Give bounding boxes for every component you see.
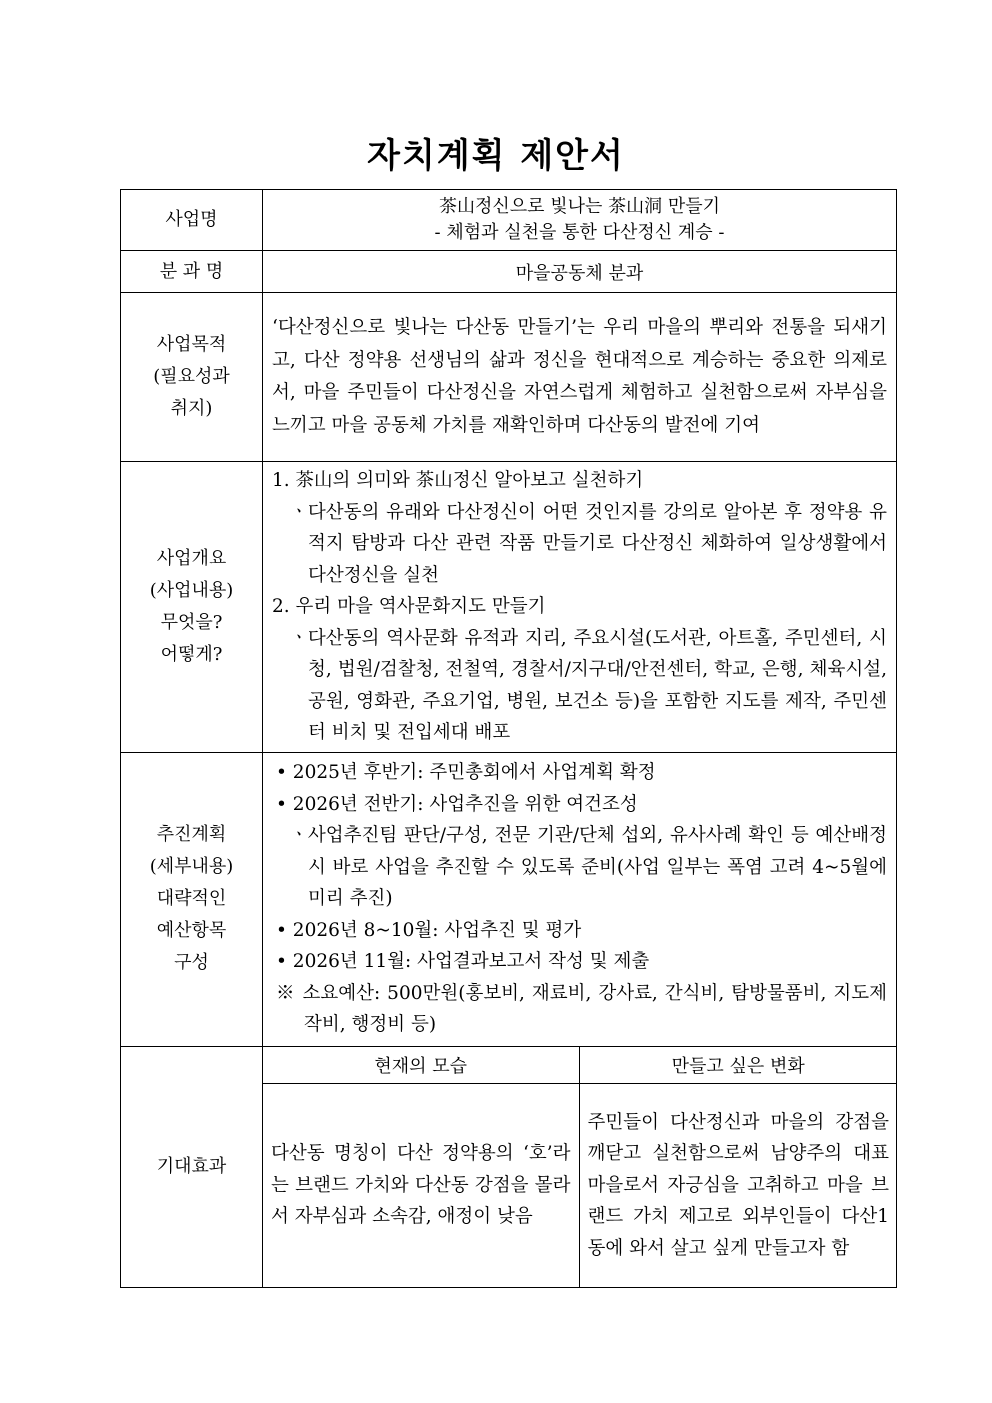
label-line: 구성 bbox=[174, 952, 209, 973]
label-effect: 기대효과 bbox=[121, 1046, 263, 1287]
effect-change bbox=[579, 1084, 897, 1287]
label-plan bbox=[121, 752, 263, 1046]
label-line: 예산항목 bbox=[156, 920, 227, 941]
overview-item-2: 2. 우리 마을 역사문화지도 만들기 bbox=[272, 596, 546, 617]
plan-bullet: • 2026년 11월: 사업결과보고서 작성 및 제출 bbox=[276, 951, 650, 973]
value-division: 마을공동체 분과 bbox=[263, 251, 897, 293]
value-project-name bbox=[263, 190, 897, 251]
value-purpose bbox=[263, 293, 897, 462]
label-line: 대략적인 bbox=[156, 888, 227, 909]
row-project-name bbox=[121, 190, 897, 251]
overview-item-1: 1. 茶山의 의미와 茶山정신 알아보고 실천하기 bbox=[272, 470, 644, 491]
label-line: 사업개요 bbox=[156, 547, 227, 569]
value-overview bbox=[263, 462, 897, 753]
project-name-line1: 茶山정신으로 빛나는 茶山洞 만들기 bbox=[438, 196, 721, 217]
effect-current bbox=[263, 1084, 579, 1287]
effect-current-text: 다산동 명칭이 다산 정약용의 ‘호’라는 브랜드 가치와 다산동 강점을 몰라서 자부심과 소속감, 애정이 낮음 bbox=[271, 1143, 571, 1227]
value-effect bbox=[263, 1046, 897, 1287]
plan-budget: ※ 소요예산: 500만원(홍보비, 재료비, 강사료, 간식비, 탐방물품비, 지도제작비, 행정비 등) bbox=[276, 982, 887, 1036]
plan-bullet: • 2026년 전반기: 사업추진을 위한 여건조성 bbox=[276, 793, 638, 815]
label-line: (필요성과 bbox=[153, 366, 230, 387]
overview-item-1-detail: ㆍ다산동의 유래와 다산정신이 어떤 것인지를 강의로 알아본 후 정약용 유적지 탐방과 다산 관련 작품 만들기로 다산정신 체화하여 일상생활에서 다산정신을 실천 bbox=[290, 501, 887, 586]
label-line: 어떻게? bbox=[160, 643, 223, 665]
row-plan bbox=[121, 752, 897, 1046]
project-name-line2: - 체험과 실천을 통한 다산정신 계승 - bbox=[434, 222, 725, 243]
label-line: (세부내용) bbox=[149, 856, 234, 877]
label-line: (사업내용) bbox=[149, 579, 234, 601]
label-overview bbox=[121, 462, 263, 753]
plan-bullet: • 2025년 후반기: 주민총회에서 사업계획 확정 bbox=[276, 762, 656, 784]
effect-subtable bbox=[263, 1047, 897, 1287]
plan-bullet: • 2026년 8~10월: 사업추진 및 평가 bbox=[276, 919, 582, 941]
value-plan bbox=[263, 752, 897, 1046]
effect-change-text: 주민들이 다산정신과 마을의 강점을 깨닫고 실천함으로써 남양주의 대표 마을로서 자긍심을 고취하고 마을 브랜드 가치 제고로 외부인들이 다산1동에 와서 살고 싶게 만들고자 함 bbox=[587, 1111, 889, 1259]
label-division: 분 과 명 bbox=[121, 251, 263, 293]
label-line: 추진계획 bbox=[156, 824, 227, 845]
overview-item-2-detail: ㆍ다산동의 역사문화 유적과 지리, 주요시설(도서관, 아트홀, 주민센터, 시청, 법원/검찰청, 전철역, 경찰서/지구대/안전센터, 학교, 은행, 체육시설, 공원, 영화관, 주요기업, 병원, 보건소 등)을 포함한 지도를 제작, 주민센터 비치 및 전입세대 배포 bbox=[290, 627, 887, 743]
label-purpose bbox=[121, 293, 263, 462]
proposal-table bbox=[120, 189, 897, 1288]
label-line: 취지) bbox=[170, 398, 213, 419]
effect-head-current: 현재의 모습 bbox=[263, 1047, 579, 1084]
row-purpose bbox=[121, 293, 897, 462]
label-line: 사업목적 bbox=[156, 334, 227, 355]
row-effect bbox=[121, 1046, 897, 1287]
effect-head-change: 만들고 싶은 변화 bbox=[579, 1047, 897, 1084]
plan-bullet-detail: ㆍ사업추진팀 판단/구성, 전문 기관/단체 섭외, 유사사례 확인 등 예산배정시 바로 사업을 추진할 수 있도록 준비(사업 일부는 폭염 고려 4~5월에 미리 추진) bbox=[290, 825, 887, 910]
row-overview bbox=[121, 462, 897, 753]
label-project-name: 사업명 bbox=[121, 190, 263, 251]
row-division bbox=[121, 251, 897, 293]
page-title: 자치계획 제안서 bbox=[367, 136, 625, 176]
label-line: 무엇을? bbox=[160, 611, 223, 633]
purpose-text: ‘다산정신으로 빛나는 다산동 만들기’는 우리 마을의 뿌리와 전통을 되새기고, 다산 정약용 선생님의 삶과 정신을 현대적으로 계승하는 중요한 의제로서, 마을 주민들이 다산정신을 자연스럽게 체험하고 실천함으로써 자부심을 느끼고 마을 공동체 가치를 재확인하며 다산동의 발전에 기여 bbox=[272, 317, 887, 436]
